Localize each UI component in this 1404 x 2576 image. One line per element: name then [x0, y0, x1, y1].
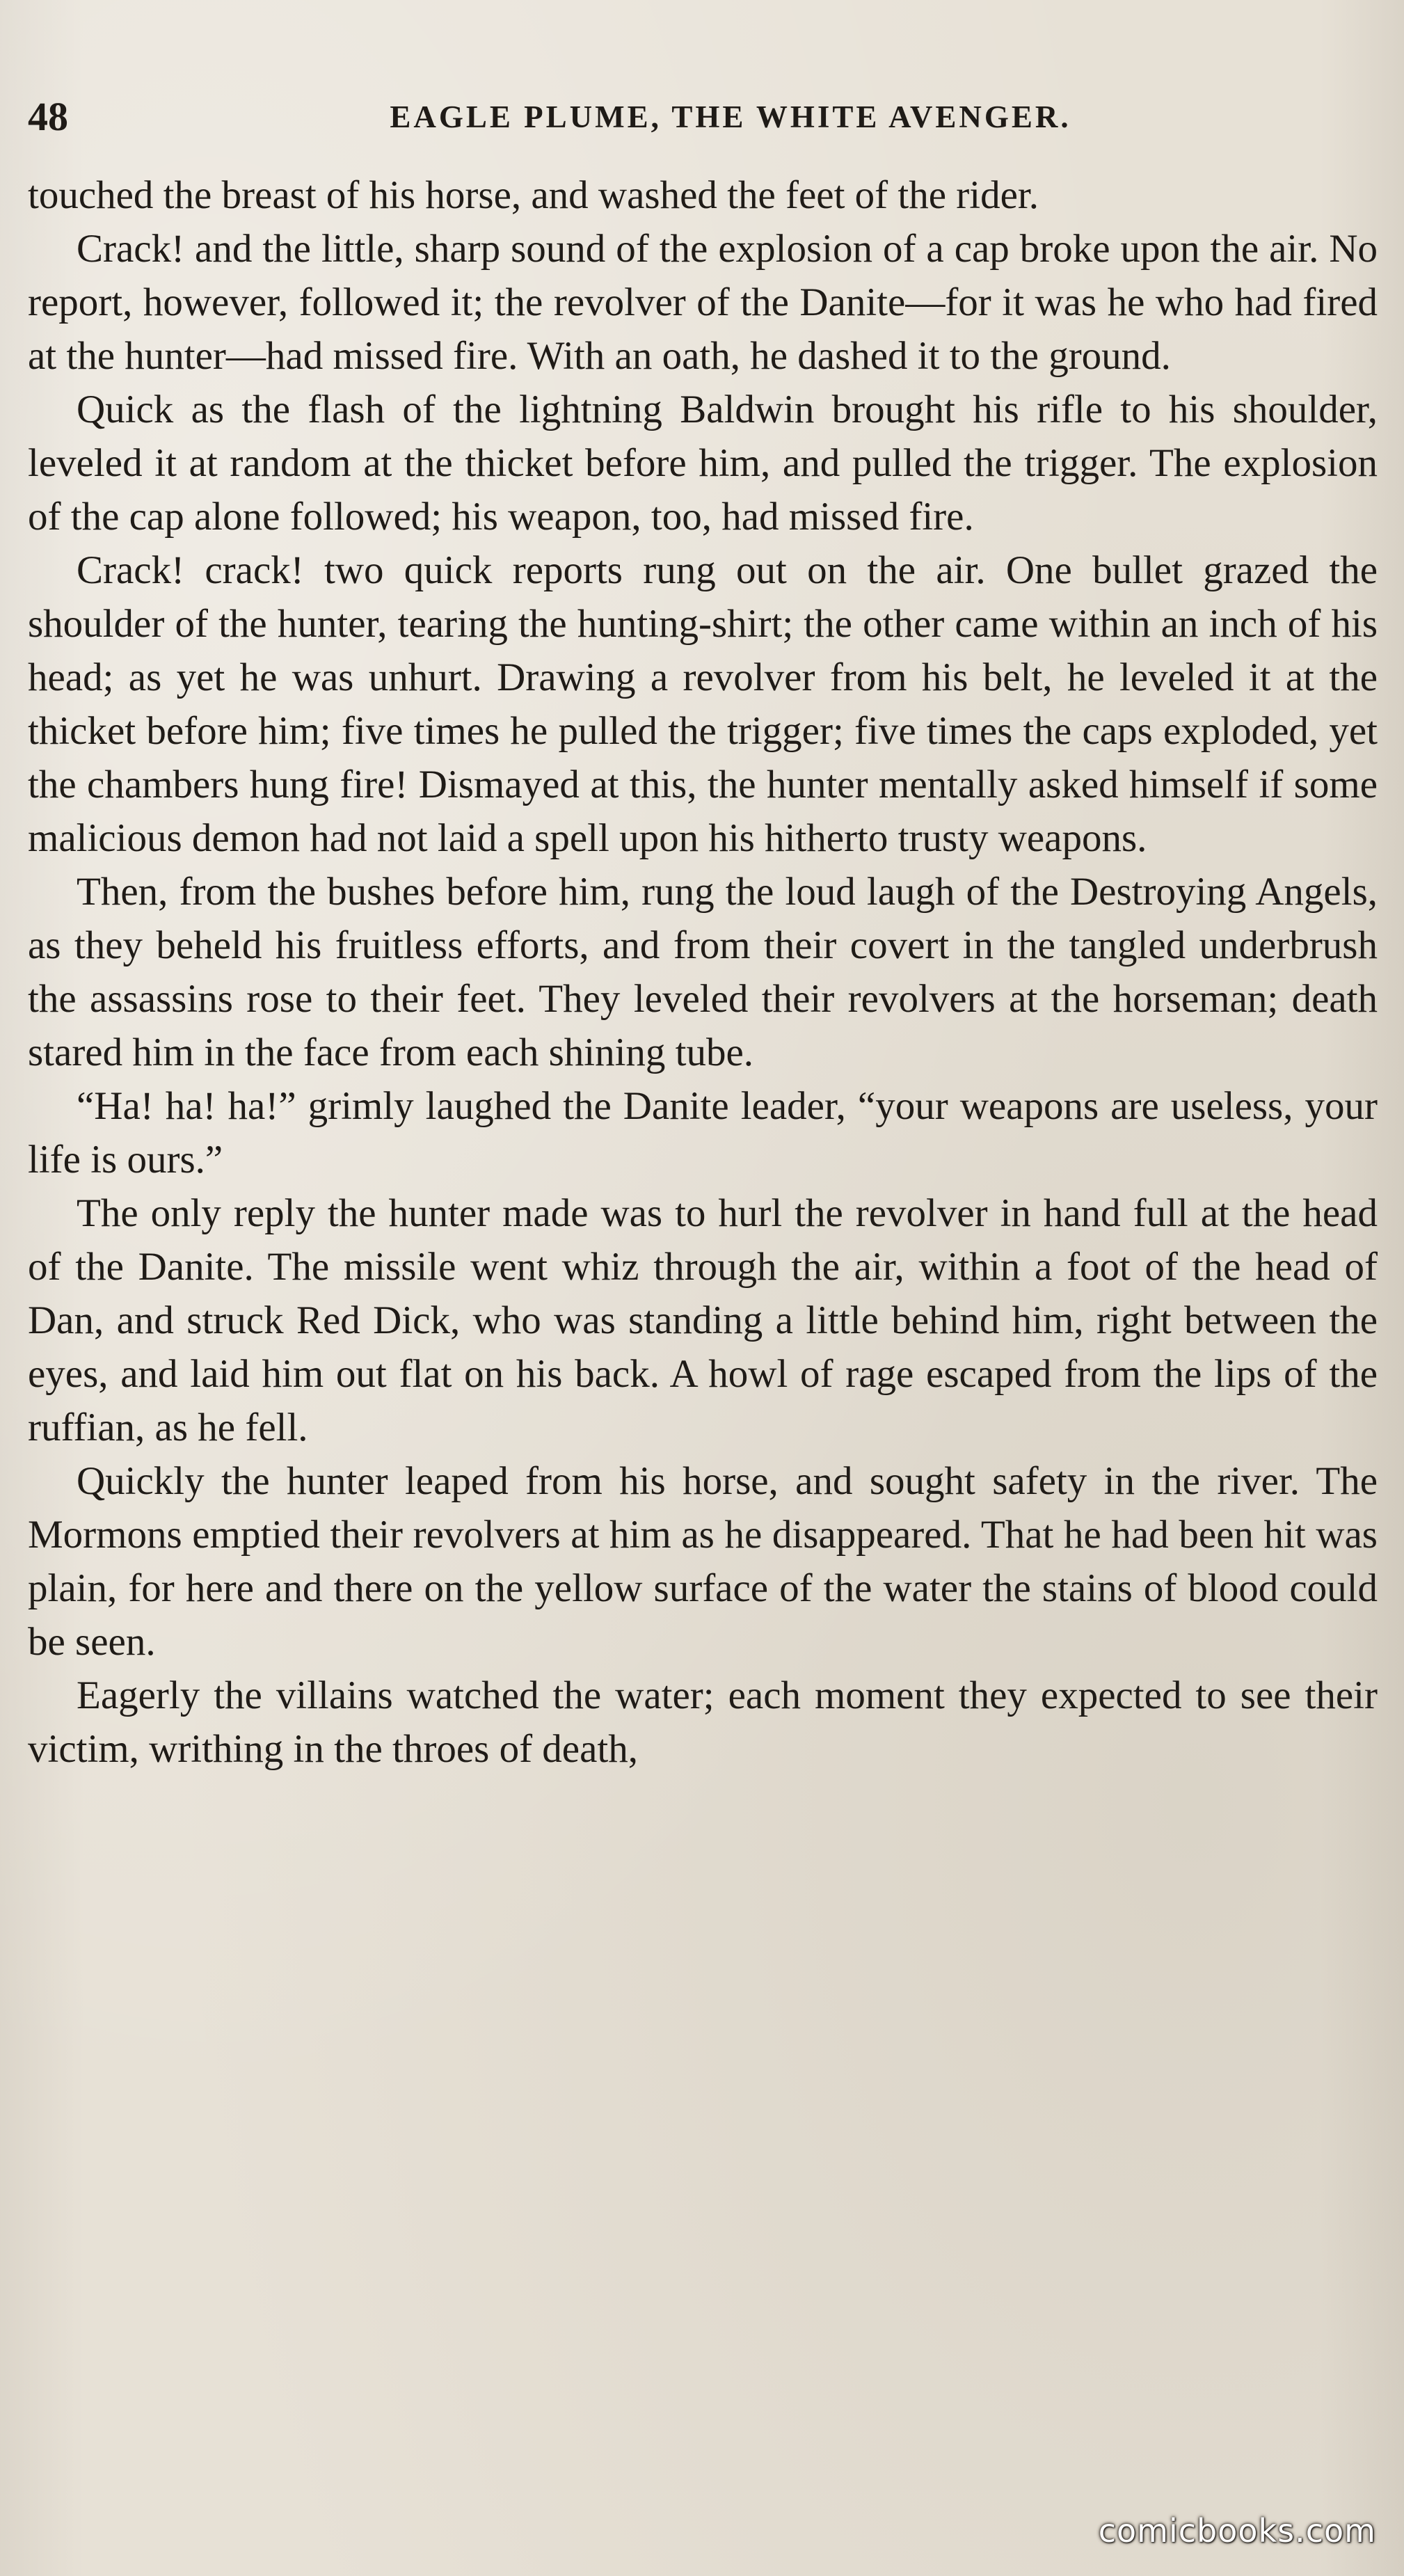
paragraph: Crack! and the little, sharp sound of the explosion of a cap broke upon the air. No report, however, followed it; the revolver of the Danite—for it was he who had fired at the hunter—had missed fire. With an oath, he dashed it to the ground. [28, 227, 1378, 378]
paragraph: The only reply the hunter made was to hurl the revolver in hand full at the head of the Danite. The missile went whiz through the air, within a foot of the head of Dan, and struck Red Dick, who was standing a little behind him, right between the eyes, and laid him out flat on his back. A howl of rage escaped from the lips of the ruffian, as he fell. [28, 1191, 1378, 1449]
paragraph: Quickly the hunter leaped from his horse, and sought safety in the river. The Mormons emptied their revolvers at him as he disappeared. That he had been hit was plain, for here and there on the yellow surface of the water the stains of blood could be seen. [28, 1459, 1378, 1664]
book-page [28, 89, 1378, 1776]
running-head [28, 89, 1378, 145]
paragraph: Then, from the bushes before him, rung the loud laugh of the Destroying Angels, as they beheld his fruitless efforts, and from their covert in the tangled underbrush the assassins rose to their feet. They leveled their revolvers at the horseman; death stared him in the face from each shining tube. [28, 870, 1378, 1074]
paragraph: Crack! crack! two quick reports rung out on the air. One bullet grazed the shoulder of the hunter, tearing the hunting-shirt; the other came within an inch of his head; as yet he was unhurt. Drawing a revolver from his belt, he leveled it at the thicket before him; five times he pulled the trigger; five times the caps exploded, yet the chambers hung fire! Dismayed at this, the hunter mentally asked himself if some malicious demon had not laid a spell upon his hitherto trusty weapons. [28, 548, 1378, 860]
body-text [28, 168, 1378, 1776]
site-watermark: comicbooks.com [1098, 2512, 1376, 2550]
running-title: EAGLE PLUME, THE WHITE AVENGER. [390, 100, 1071, 134]
paragraph: Quick as the flash of the lightning Baldwin brought his rifle to his shoulder, leveled it at random at the thicket before him, and pulled the trigger. The explosion of the cap alone followed; his weapon, too, had missed fire. [28, 388, 1378, 539]
paragraph: Eagerly the villains watched the water; each moment they expected to see their victim, writhing in the throes of death, [28, 1673, 1378, 1771]
page-number: 48 [28, 94, 68, 139]
paragraph: “Ha! ha! ha!” grimly laughed the Danite leader, “your weapons are useless, your life is ours.” [28, 1084, 1378, 1182]
paragraph: touched the breast of his horse, and washed the feet of the rider. [28, 173, 1039, 217]
